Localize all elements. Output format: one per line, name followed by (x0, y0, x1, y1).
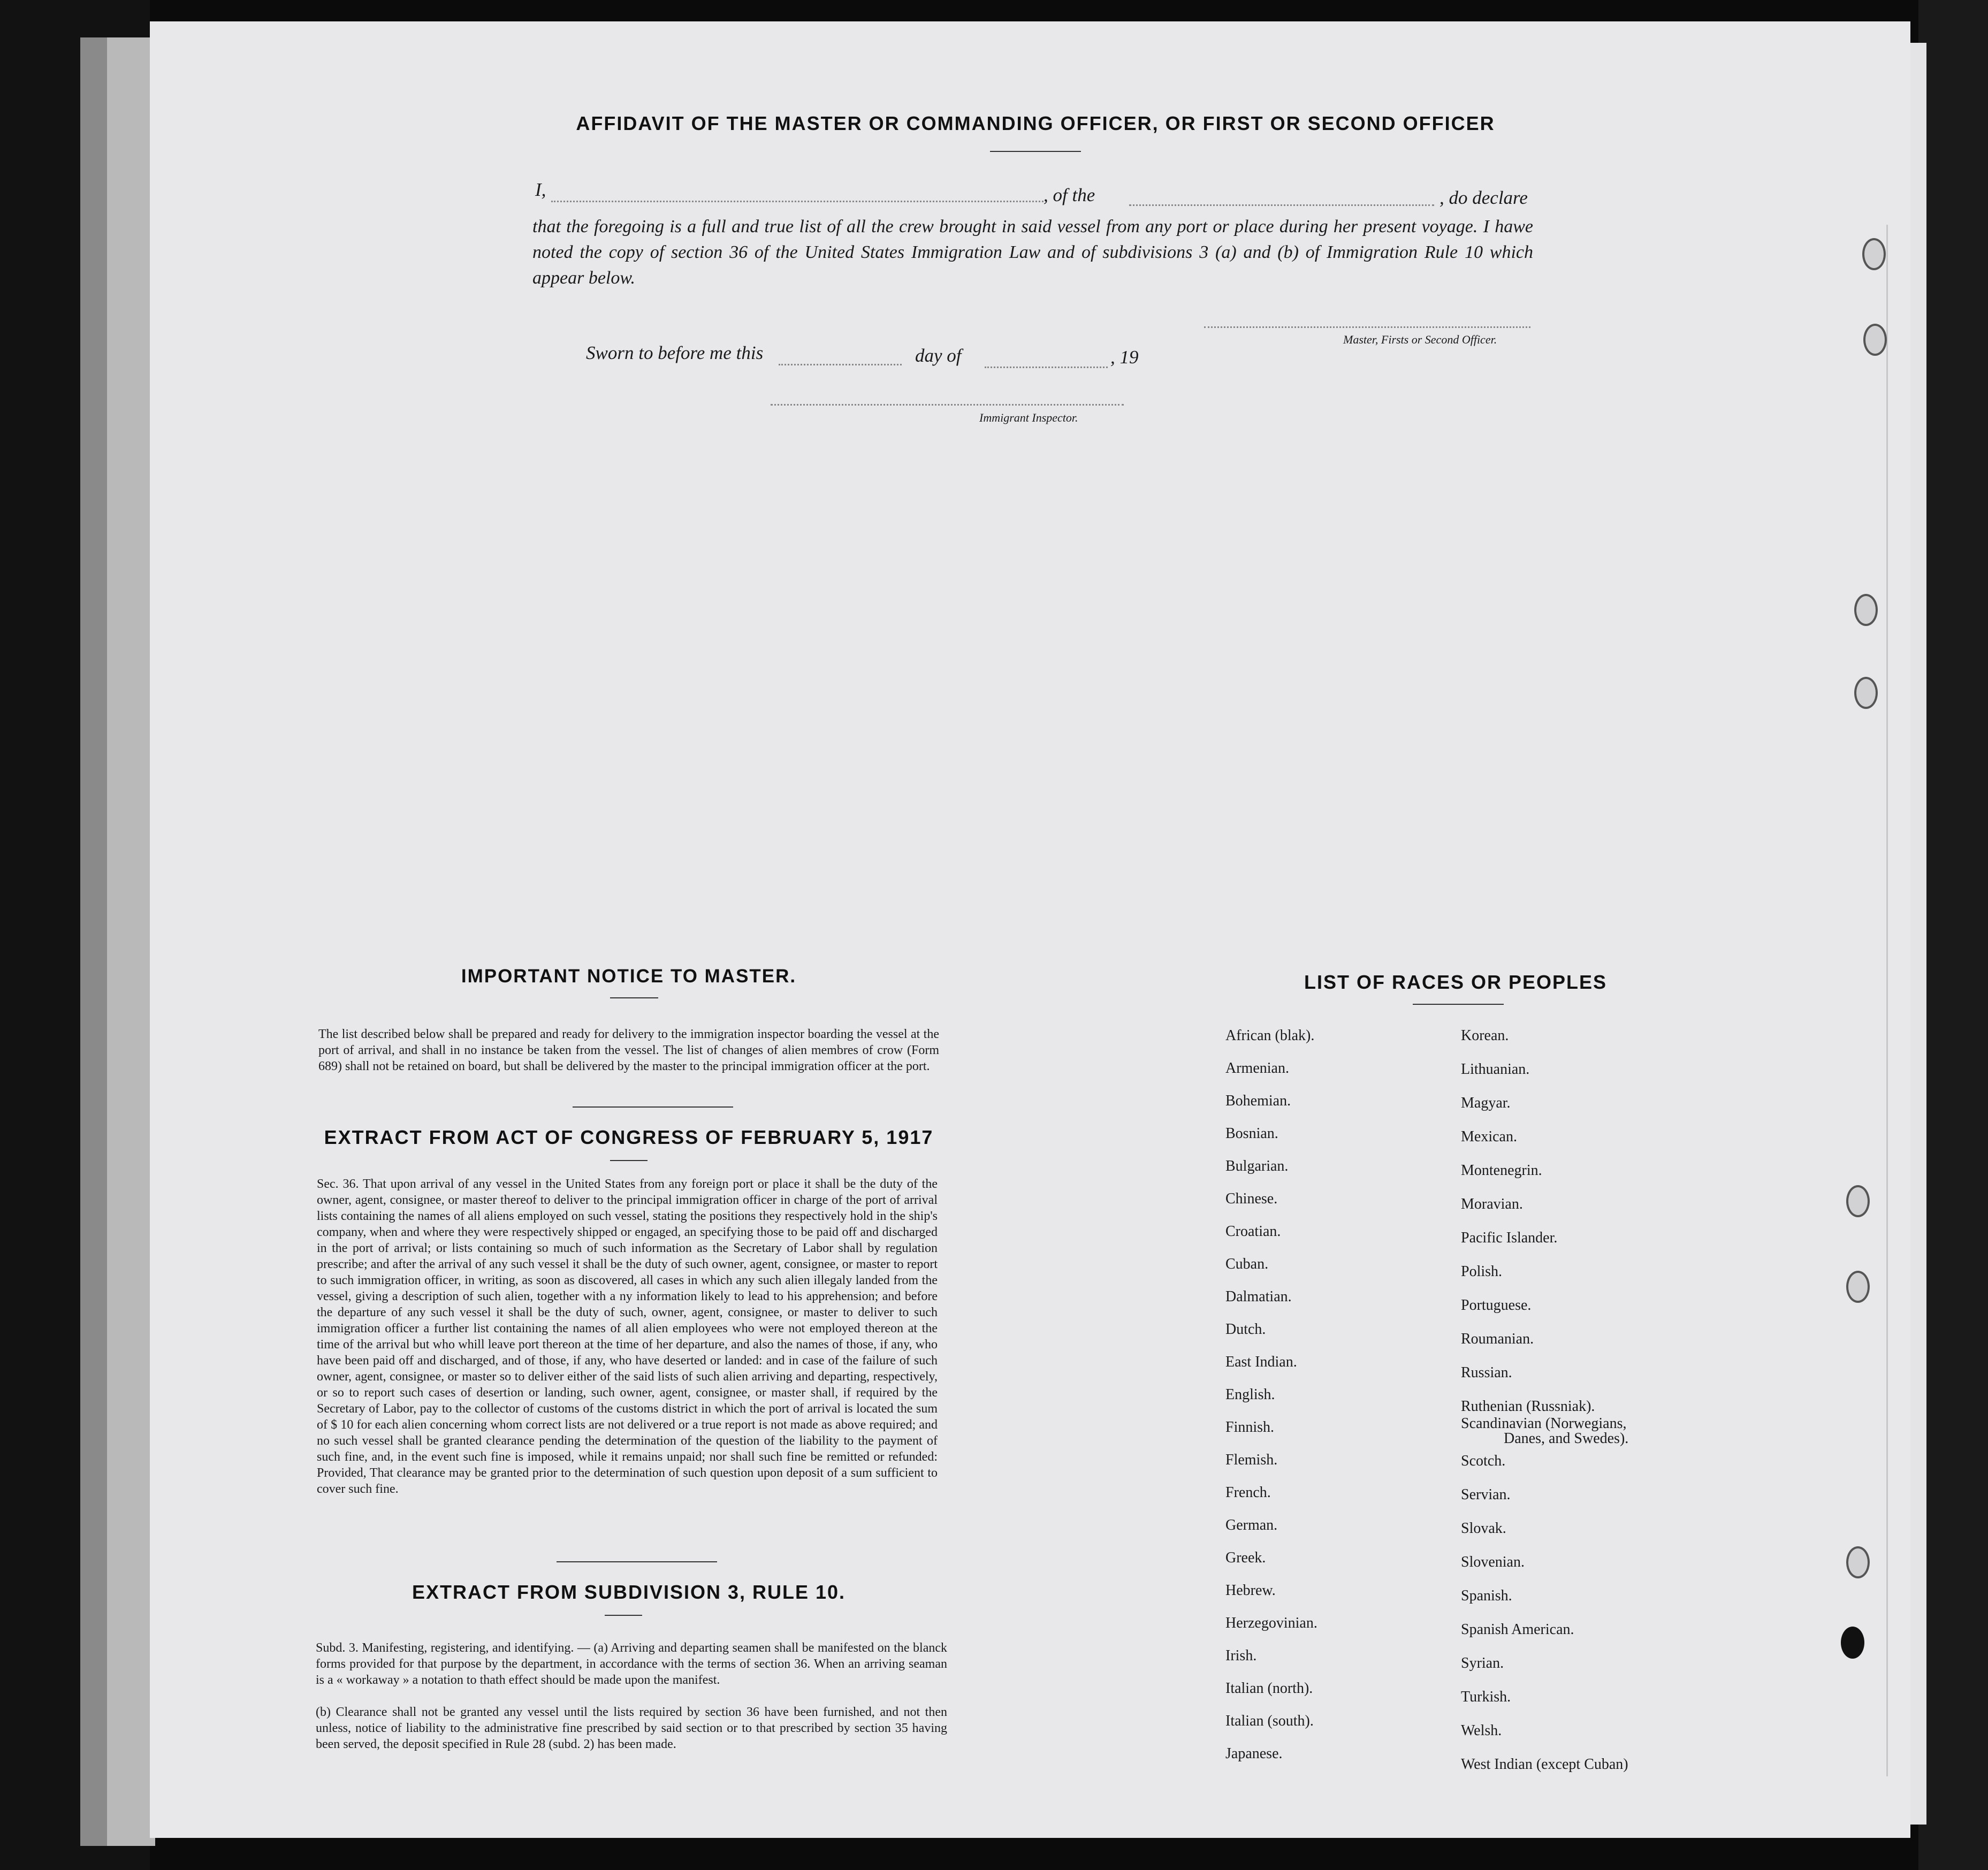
binder-edge-inner (107, 37, 155, 1846)
race-item: Magyar. (1461, 1095, 1511, 1111)
race-item: Cuban. (1225, 1256, 1269, 1272)
race-item: Servian. (1461, 1486, 1511, 1503)
punch-hole (1841, 1627, 1864, 1659)
notice-title: IMPORTANT NOTICE TO MASTER. (461, 966, 797, 987)
race-item: Japanese. (1225, 1745, 1283, 1762)
race-item: Dutch. (1225, 1321, 1266, 1338)
race-item: Russian. (1461, 1364, 1512, 1381)
race-item: Danes, and Swedes). (1504, 1430, 1629, 1447)
race-item: Welsh. (1461, 1722, 1502, 1739)
race-item: Bosnian. (1225, 1125, 1278, 1142)
year-text: , 19 (1110, 347, 1139, 368)
punch-hole (1862, 238, 1886, 270)
document-page (150, 21, 1910, 1838)
race-item: Syrian. (1461, 1655, 1504, 1671)
race-item: Lithuanian. (1461, 1061, 1530, 1078)
race-item: Slovenian. (1461, 1554, 1525, 1570)
inspector-signature-line (771, 404, 1124, 406)
month-line (985, 367, 1108, 368)
rule-divider (605, 1615, 642, 1616)
section-divider (557, 1561, 717, 1562)
race-item: Korean. (1461, 1027, 1509, 1044)
race-item: German. (1225, 1517, 1278, 1533)
race-item: African (blak). (1225, 1027, 1315, 1044)
section-divider (573, 1106, 733, 1108)
race-item: Croatian. (1225, 1223, 1281, 1240)
master-signature-line (1204, 326, 1530, 328)
races-divider (1413, 1004, 1504, 1005)
race-item: Chinese. (1225, 1190, 1278, 1207)
act-text: Sec. 36. That upon arrival of any vessel in the United States from any foreign port or place it shall be the duty of the owner, agent, consignee, or master thereof to deliver to the principal immigration officer in charge of the port of arrival lists containing the names of all aliens employed on such vessel, stating the positions they respectively hold in the ship's company, when and where they were respectively shipped or engaged, an specifying those to be paid off and discharged in the port of arrival; or lists containing so much of such information as the Secretary of Labor shall by regulation prescribe; and after the arrival of any such vessel it shall be the duty of such owner, agent, consignee, or master to report to such immigration officer, in writing, as soon as discovered, all cases in which any such alien illegaly landed from the vessel, giving a description of such alien, together with a ny information likely to lead to his apprehension; and before the departure of any such vessel it shall be the duty of such, owner, agent, consignee, or master to deliver to such immigration officer a further list containing the names of all alien employees who were not employed thereon at the time of the arrival but who whill leave port thereon at the time of her departure, and also the names of those, if any, who have been paid off and discharged, and of those, if any, who have deserted or landed: and in case of the failure of such owner, agent, consignee, or master so to deliver either of the said lists of such alien arriving and departing, respectively, or so to report such cases of desertion or landing, such owner, agent, consignee, or master shall, if required by the Secretary of Labor, pay to the collector of customs of the customs district in which the port of arrival is located the sum of $ 10 for each alien concerning whom correct lists are not delivered or a true report is not made as above required; and no such vessel shall be granted clearance pending the determination of the question of the liability to the payment of such fine, and, in the event such fine is imposed, while it remains unpaid; nor shall such fine be remitted or refunded: Provided, That clearance may be granted prior to the determination of such question upon deposit of a sum sufficient to cover such fine. (317, 1177, 938, 1496)
race-item: Scandinavian (Norwegians, (1461, 1415, 1627, 1432)
punch-hole (1846, 1271, 1870, 1303)
act-title: EXTRACT FROM ACT OF CONGRESS OF FEBRUARY 5, 1917 (324, 1126, 934, 1148)
race-item: Irish. (1225, 1647, 1257, 1664)
act-divider (610, 1160, 648, 1161)
race-item: Finnish. (1225, 1419, 1275, 1436)
race-item: Ruthenian (Russniak). (1461, 1398, 1595, 1415)
affidavit-of-the: , of the (1043, 185, 1095, 205)
race-item: Greek. (1225, 1550, 1266, 1566)
notice-text: The list described below shall be prepared and ready for delivery to the immigration inspector boarding the vessel at the port of arrival, and shall in no instance be taken from the vessel. The list of changes of alien membres of crow (Form 689) shall not be retained on board, but shall be delivered by the master to the principal immigration officer at the port. (318, 1027, 939, 1073)
race-item: Italian (north). (1225, 1680, 1313, 1697)
races-title: LIST OF RACES OR PEOPLES (1304, 971, 1608, 993)
notice-divider (610, 997, 658, 998)
race-item: Dalmatian. (1225, 1288, 1292, 1305)
title-divider (990, 151, 1081, 152)
affidavit-do-declare: , do declare (1439, 187, 1528, 208)
affidavit-i: I, (535, 179, 546, 200)
master-signature-label: Master, Firsts or Second Officer. (1343, 333, 1497, 346)
race-item: Armenian. (1225, 1060, 1289, 1077)
race-item: English. (1225, 1386, 1275, 1403)
race-item: Turkish. (1461, 1689, 1511, 1705)
race-item: Flemish. (1225, 1452, 1278, 1468)
punch-hole (1863, 324, 1887, 356)
race-item: Bohemian. (1225, 1093, 1291, 1109)
sworn-text: Sworn to before me this (586, 342, 764, 363)
day-of-text: day of (915, 345, 962, 366)
race-item: Montenegrin. (1461, 1162, 1542, 1179)
punch-hole (1854, 594, 1878, 626)
race-item: Scotch. (1461, 1453, 1506, 1469)
rule-text-a: Subd. 3. Manifesting, registering, and identifying. — (a) Arriving and departing seamen shall be manifested on the blanck forms provided for that purpose by the department, in accordance with the terms of section 36. When an arriving seaman is a « workaway » a notation to thath effect should be made upon the manifest. (316, 1641, 947, 1687)
vessel-line (1129, 204, 1434, 206)
race-item: French. (1225, 1484, 1271, 1501)
race-item: Spanish. (1461, 1587, 1512, 1604)
race-item: Hebrew. (1225, 1582, 1276, 1599)
punch-hole (1854, 677, 1878, 709)
right-border (1918, 0, 1988, 1870)
race-item: Herzegovinian. (1225, 1615, 1317, 1631)
affidavit-body: that the foregoing is a full and true list of all the crew brought in said vessel from any port or place during her present voyage. I hawe noted the copy of section 36 of the United States Immigration Law and of subdivisions 3 (a) and (b) of Immigration Rule 10 which appear below. (532, 217, 1533, 288)
race-item: Moravian. (1461, 1196, 1523, 1212)
inspector-signature-label: Immigrant Inspector. (979, 411, 1078, 424)
race-item: Bulgarian. (1225, 1158, 1289, 1174)
affidavit-title: AFFIDAVIT OF THE MASTER OR COMMANDING OFFICER, OR FIRST OR SECOND OFFICER (576, 112, 1495, 134)
race-item: Polish. (1461, 1263, 1503, 1280)
day-line (779, 364, 902, 365)
rule-text-b: (b) Clearance shall not be granted any vessel until the lists required by section 36 have been furnished, and not then unless, notice of liability to the administrative fine prescribed by said section or to that prescribed by section 35 having been served, the deposit specified in Rule 28 (subd. 2) has been made. (316, 1705, 947, 1751)
race-item: West Indian (except Cuban) (1461, 1756, 1628, 1773)
race-item: Spanish American. (1461, 1621, 1574, 1638)
punch-hole (1846, 1185, 1870, 1217)
sheet-edge-line (1886, 225, 1888, 1776)
punch-hole (1846, 1546, 1870, 1578)
race-item: Portuguese. (1461, 1297, 1532, 1314)
race-item: Slovak. (1461, 1520, 1506, 1537)
race-item: East Indian. (1225, 1354, 1297, 1370)
race-item: Pacific Islander. (1461, 1230, 1558, 1246)
rule-title: EXTRACT FROM SUBDIVISION 3, RULE 10. (412, 1581, 846, 1603)
name-line (551, 201, 1043, 202)
race-item: Italian (south). (1225, 1713, 1314, 1729)
race-item: Mexican. (1461, 1128, 1517, 1145)
race-item: Roumanian. (1461, 1331, 1534, 1347)
